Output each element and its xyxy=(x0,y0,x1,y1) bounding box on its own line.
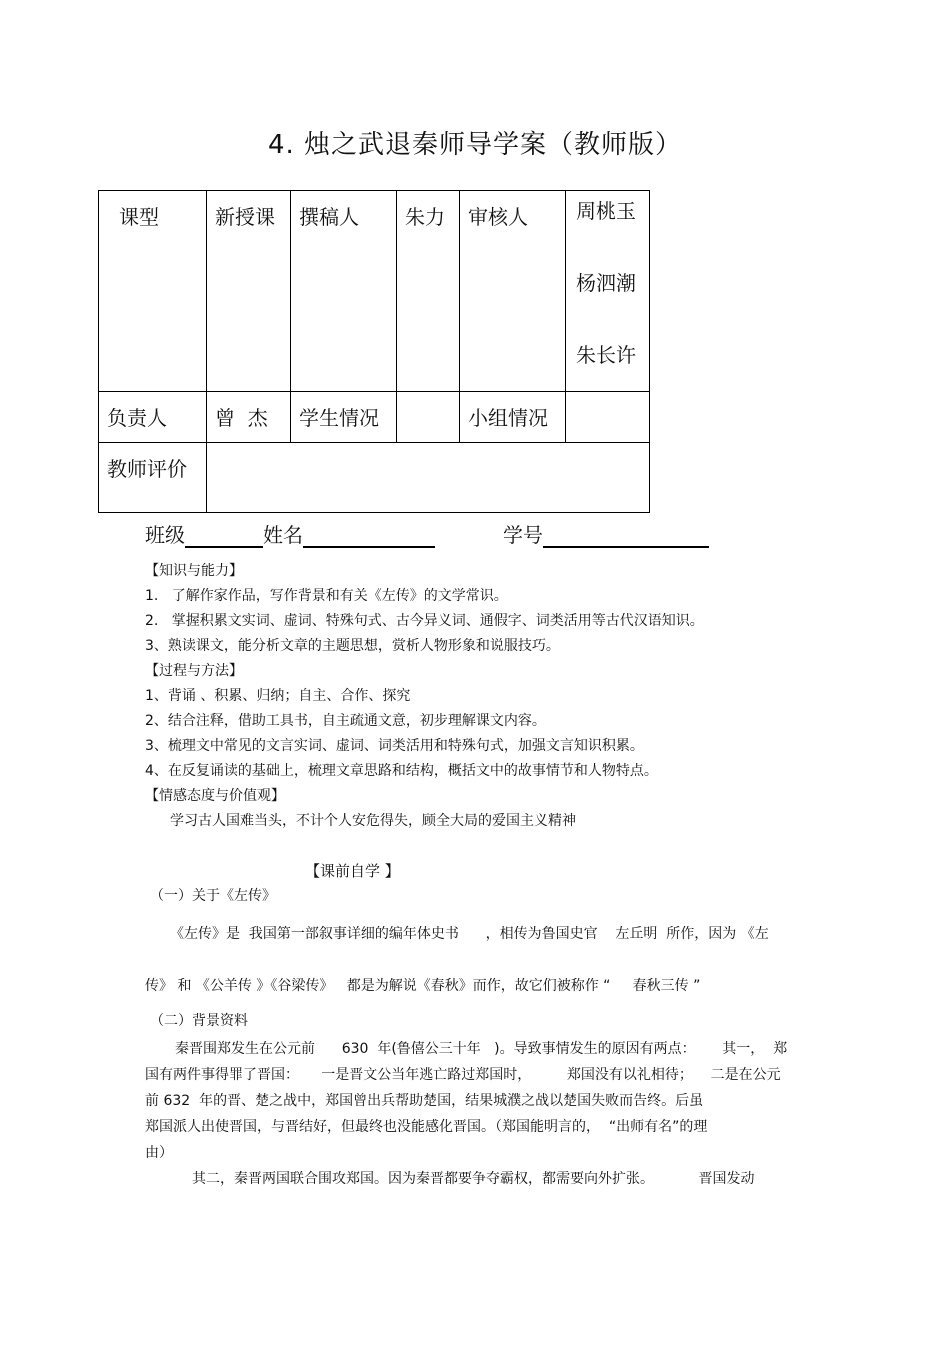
paragraph-line: 其二，秦晋两国联合围攻郑国。因为秦晋都要争夺霸权，都需要向外扩张。 晋国发动 xyxy=(192,1171,755,1187)
name-field[interactable] xyxy=(303,524,435,548)
student-status-value xyxy=(397,392,459,402)
reviewer-label: 审核人 xyxy=(468,205,528,229)
info-table xyxy=(98,190,650,513)
owner-label: 负责人 xyxy=(107,406,167,430)
list-item: 1、背诵 、积累、归纳；自主、合作、探究 xyxy=(145,688,411,704)
preview-heading: 【课前自学 】 xyxy=(305,862,400,880)
name-label: 姓名 xyxy=(263,523,303,547)
paragraph-line: 由） xyxy=(145,1145,173,1161)
list-item: 4、在反复诵读的基础上，梳理文章思路和结构，概括文中的故事情节和人物特点。 xyxy=(145,763,658,779)
paragraph-line: 传》 和 《公羊传 》《谷梁传》 都是为解说《春秋》而作，故它们被称作 “ 春秋三传 ” xyxy=(145,978,701,994)
lesson-type-label: 课型 xyxy=(119,205,159,229)
author-value: 朱力 xyxy=(405,205,445,229)
group-status-value xyxy=(566,392,649,402)
number-label: 学号 xyxy=(503,523,543,547)
class-field[interactable] xyxy=(185,524,263,548)
emotion-heading: 【情感态度与价值观】 xyxy=(145,788,285,804)
part1-title: （一）关于《左传》 xyxy=(150,888,276,904)
student-info-line xyxy=(145,519,435,548)
group-status-label: 小组情况 xyxy=(468,406,548,430)
class-label: 班级 xyxy=(145,523,185,547)
student-status-label: 学生情况 xyxy=(299,406,379,430)
list-item: 2. 掌握积累文实词、虚词、特殊句式、古今异义词、通假字、词类活用等古代汉语知识。 xyxy=(145,613,704,629)
list-item: 1. 了解作家作品，写作背景和有关《左传》的文学常识。 xyxy=(145,588,508,604)
list-item: 3、熟读课文，能分析文章的主题思想，赏析人物形象和说服技巧。 xyxy=(145,638,560,654)
reviewer-list xyxy=(566,165,649,391)
lesson-type-value: 新授课 xyxy=(215,205,275,229)
list-item: 2、结合注释，借助工具书，自主疏通文意，初步理解课文内容。 xyxy=(145,713,546,729)
number-field[interactable] xyxy=(543,524,709,548)
paragraph-line: 国有两件事得罪了晋国： 一是晋文公当年逃亡路过郑国时， 郑国没有以礼相待； 二是在公元 xyxy=(145,1067,781,1083)
paragraph-line: 秦晋围郑发生在公元前 630 年(鲁僖公三十年 )。导致事情发生的原因有两点： 其一， 郑 xyxy=(175,1041,788,1057)
page-title: 4. 烛之武退秦师导学案（教师版） xyxy=(267,130,683,160)
reviewer-name: 周桃玉 xyxy=(576,199,636,223)
teacher-eval-label: 教师评价 xyxy=(107,457,187,481)
paragraph-line: 前 632 年的晋、楚之战中，郑国曾出兵帮助楚国，结果城濮之战以楚国失败而告终。后虽 xyxy=(145,1093,704,1109)
process-heading: 【过程与方法】 xyxy=(145,663,243,679)
author-label: 撰稿人 xyxy=(299,205,359,229)
student-number xyxy=(503,519,709,548)
reviewer-name: 杨泗潮 xyxy=(576,271,636,295)
table-row xyxy=(99,443,650,513)
reviewer-name: 朱长许 xyxy=(576,343,636,367)
list-item: 3、梳理文中常见的文言实词、虚词、词类活用和特殊句式，加强文言知识积累。 xyxy=(145,738,644,754)
paragraph-line: 《左传》是 我国第一部叙事详细的编年体史书 ，相传为鲁国史官 左丘明 所作，因为 《左 xyxy=(170,926,769,942)
table-row xyxy=(99,191,650,392)
owner-value: 曾 杰 xyxy=(215,406,268,430)
knowledge-heading: 【知识与能力】 xyxy=(145,563,243,579)
table-row xyxy=(99,392,650,443)
paragraph-line: 郑国派人出使晋国，与晋结好，但最终也没能感化晋国。（郑国能明言的， “出师有名”的理 xyxy=(145,1119,708,1135)
part2-title: （二）背景资料 xyxy=(150,1013,248,1029)
teacher-eval-value xyxy=(207,443,650,513)
emotion-text: 学习古人国难当头，不计个人安危得失，顾全大局的爱国主义精神 xyxy=(170,813,576,829)
